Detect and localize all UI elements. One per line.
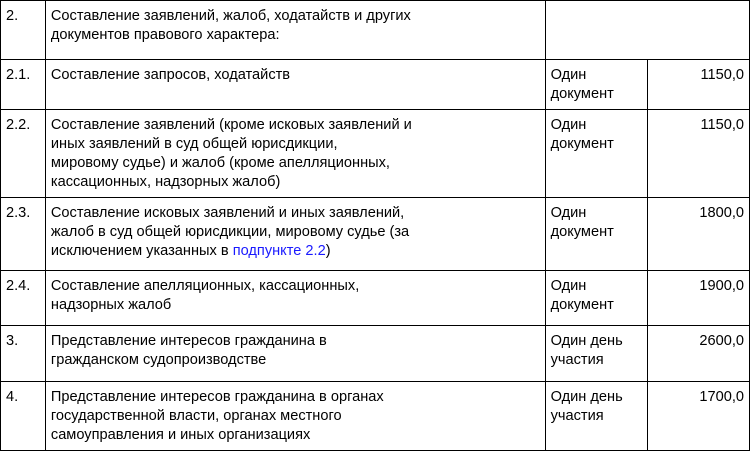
row-description: Представление интересов гражданина в органах государственной власти, органах местного самоуправления и иных организациях bbox=[45, 382, 545, 451]
row-number: 2.1. bbox=[1, 60, 46, 110]
row-number: 2.2. bbox=[1, 110, 46, 198]
row-description: Составление заявлений (кроме исковых заявлений и иных заявлений в суд общей юрисдикции, мировому судье) и жалоб (кроме апелляционных, кассационных, надзорных жалоб) bbox=[45, 110, 545, 198]
table-row bbox=[1, 110, 750, 198]
row-number: 4. bbox=[1, 382, 46, 451]
table-row bbox=[1, 198, 750, 271]
row-price: 1900,0 bbox=[647, 271, 749, 326]
row-description: Представление интересов гражданина в гражданском судопроизводстве bbox=[45, 326, 545, 382]
row-description: Составление исковых заявлений и иных заявлений, жалоб в суд общей юрисдикции, мировому судье (за исключением указанных в подпункте 2.2) bbox=[45, 198, 545, 271]
row-price: 2600,0 bbox=[647, 326, 749, 382]
row-unit: Один день участия bbox=[545, 326, 647, 382]
row-unit: Один документ bbox=[545, 110, 647, 198]
row-unit: Один документ bbox=[545, 198, 647, 271]
table-row bbox=[1, 382, 750, 451]
table-row bbox=[1, 60, 750, 110]
table-row bbox=[1, 1, 750, 60]
row-unit: Один документ bbox=[545, 271, 647, 326]
subsection-link[interactable]: подпункте 2.2 bbox=[232, 243, 326, 259]
row-number: 3. bbox=[1, 326, 46, 382]
row-number: 2. bbox=[1, 1, 46, 60]
row-price: 1150,0 bbox=[647, 110, 749, 198]
row-description: Составление заявлений, жалоб, ходатайств и других документов правового характера: bbox=[45, 1, 545, 60]
row-number: 2.3. bbox=[1, 198, 46, 271]
table-row bbox=[1, 326, 750, 382]
row-number: 2.4. bbox=[1, 271, 46, 326]
row-unit: Один документ bbox=[545, 60, 647, 110]
row-price: 1150,0 bbox=[647, 60, 749, 110]
row-unit: Один день участия bbox=[545, 382, 647, 451]
table-row bbox=[1, 271, 750, 326]
row-empty-cell bbox=[545, 1, 749, 60]
row-description: Составление запросов, ходатайств bbox=[45, 60, 545, 110]
row-description: Составление апелляционных, кассационных, надзорных жалоб bbox=[45, 271, 545, 326]
row-price: 1800,0 bbox=[647, 198, 749, 271]
row-price: 1700,0 bbox=[647, 382, 749, 451]
